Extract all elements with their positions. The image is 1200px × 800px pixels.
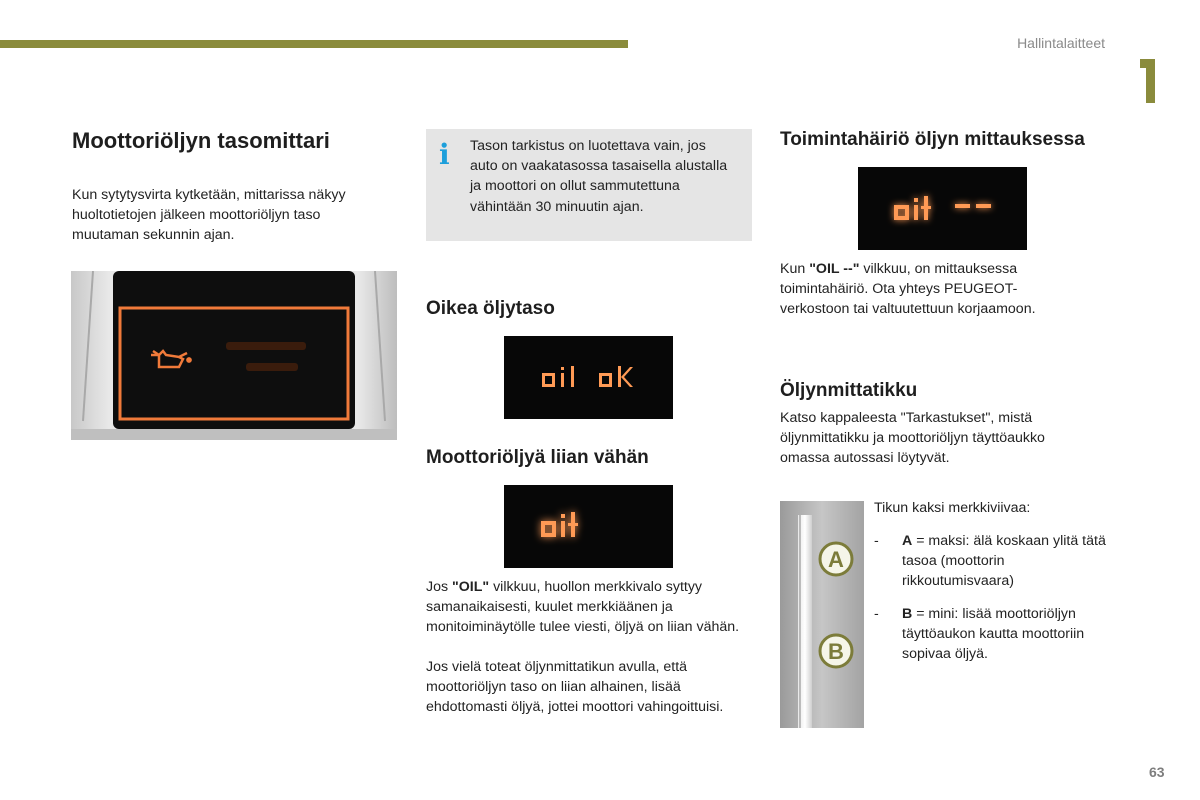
dipstick-heading: Öljynmittatikku <box>780 380 918 401</box>
list-item: - B = mini: lisää moottoriöljyn täyttöaukon kautta moottoriin sopivaa öljyä. <box>874 605 1085 663</box>
low-level-paragraph-1: Jos "OIL" vilkkuu, huollon merkkivalo syttyy samanaikaisesti, kuulet merkkiäänen ja monitoiminäytölle tulee viesti, öljyä on liian vähän. <box>426 579 740 636</box>
page-title: Moottoriöljyn tasomittari <box>72 128 330 153</box>
display-oil-ok <box>504 336 673 419</box>
low-level-heading: Moottoriöljyä liian vähän <box>426 447 649 468</box>
instrument-cluster-image <box>71 271 397 440</box>
info-icon: i <box>439 138 450 171</box>
header-accent-bar <box>0 40 628 48</box>
svg-text:A: A <box>828 547 844 572</box>
malfunction-paragraph: Kun "OIL --" vilkkuu, on mittauksessa toimintahäiriö. Ota yhteys PEUGEOT-verkostoon tai valtuutettuun korjaamoon. <box>780 261 1036 318</box>
low-level-paragraph-2: Jos vielä toteat öljynmittatikun avulla, että moottoriöljyn taso on liian alhainen, lisää ehdottomasti öljyä, jottei moottori vahingoittuisi. <box>426 659 724 716</box>
dipstick-image <box>780 501 864 728</box>
info-text: Tason tarkistus on luotettava vain, jos auto on vaakatasossa tasaisella alustalla ja moottori on ollut sammutettuna vähintään 30 minuutin ajan. <box>470 138 728 215</box>
svg-text:B: B <box>828 639 844 664</box>
intro-paragraph: Kun sytytysvirta kytketään, mittarissa näkyy huoltotietojen jälkeen moottoriöljyn taso muutaman sekunnin ajan. <box>72 187 346 244</box>
page-number: 63 <box>1149 764 1165 780</box>
malfunction-heading: Toimintahäiriö öljyn mittauksessa <box>780 129 1085 150</box>
dipstick-marks-list <box>874 531 1114 664</box>
chapter-number <box>1134 57 1158 105</box>
list-item: - A = maksi: älä koskaan ylitä tätä tasoa (moottorin rikkoutumisvaara) <box>874 533 1106 590</box>
dipstick-mark-b-icon <box>820 635 852 667</box>
dipstick-marks-intro: Tikun kaksi merkkiviivaa: <box>874 500 1031 516</box>
section-title: Hallintalaitteet <box>1017 35 1105 51</box>
dipstick-paragraph: Katso kappaleesta "Tarkastukset", mistä öljynmittatikku ja moottoriöljyn täyttöaukko omassa autossasi löytyvät. <box>780 410 1045 467</box>
display-oil-malfunction <box>858 167 1027 250</box>
correct-level-heading: Oikea öljytaso <box>426 298 555 319</box>
display-oil-low <box>504 485 673 568</box>
dipstick-mark-a-icon <box>820 543 852 575</box>
